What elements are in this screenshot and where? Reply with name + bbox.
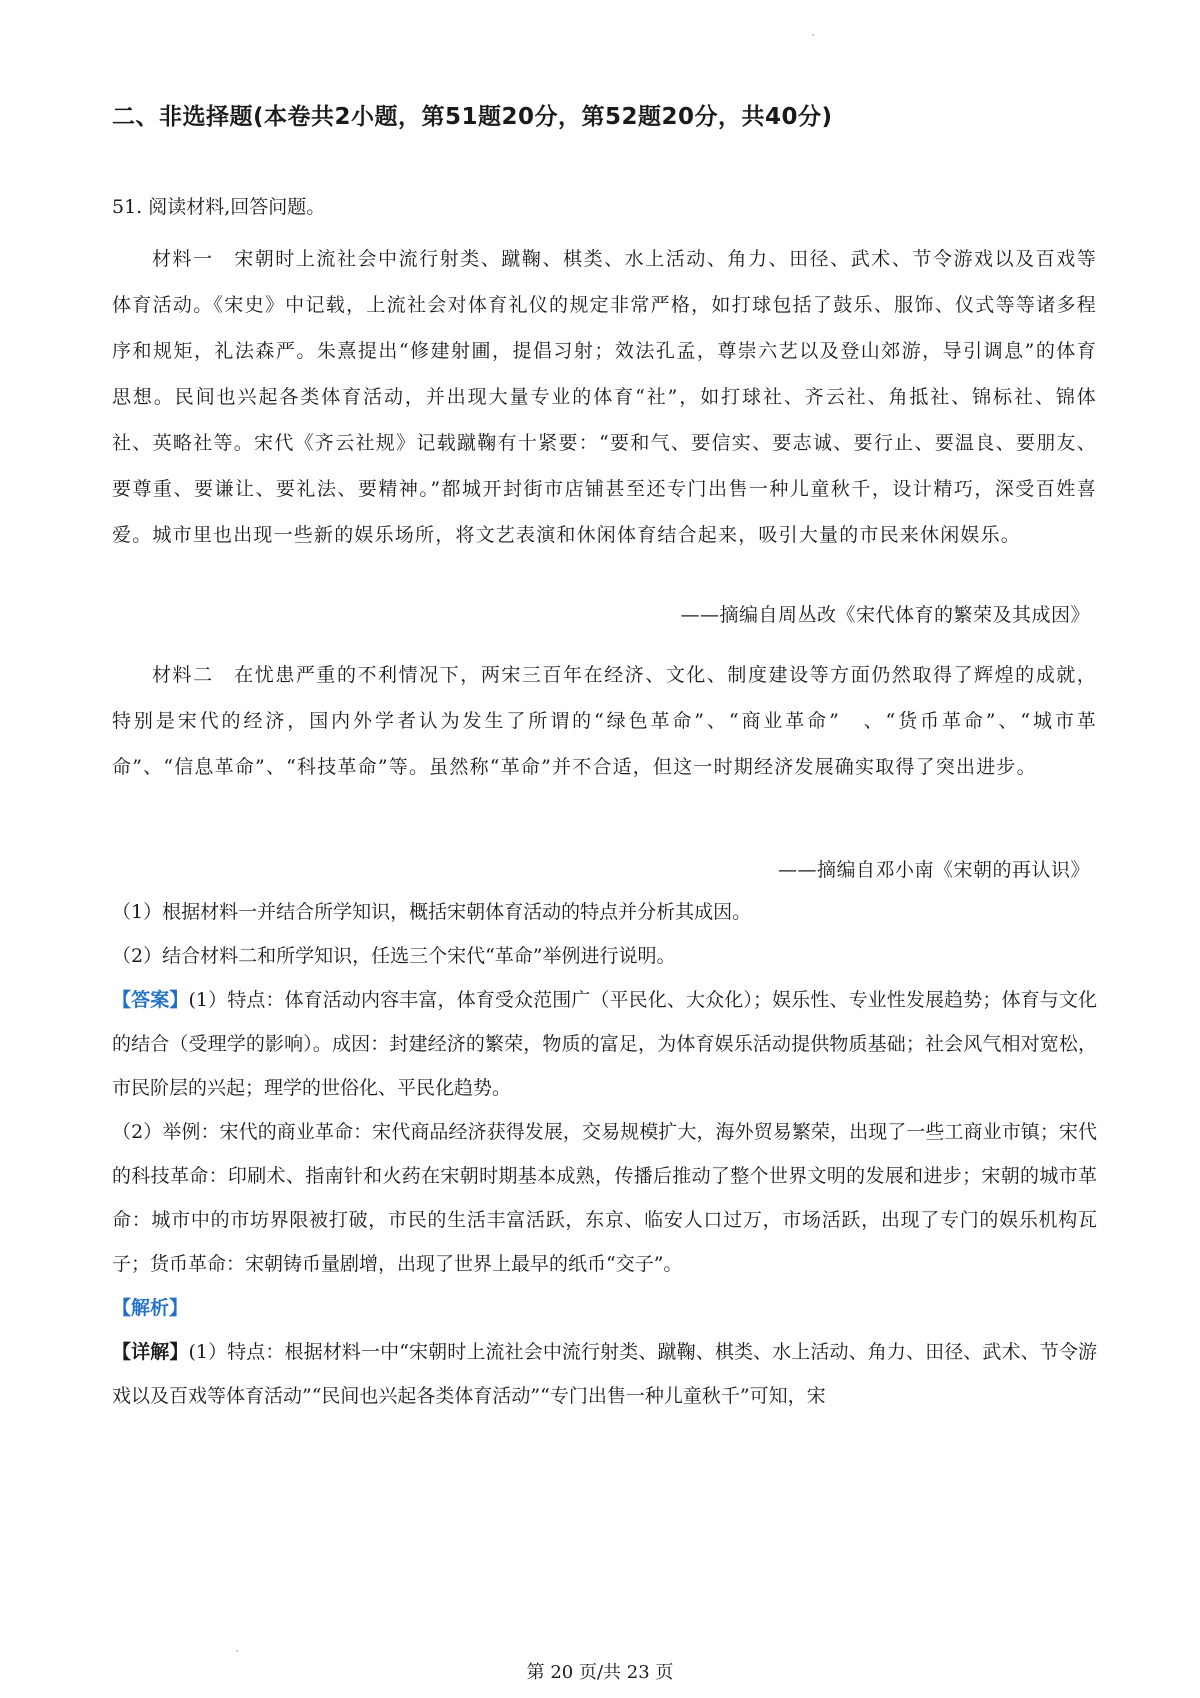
section-title: 二、非选择题(本卷共2小题，第51题20分，第52题20分，共40分) <box>112 104 833 130</box>
material-two: 材料二 在忧患严重的不利情况下，两宋三百年在经济、文化、制度建设等方面仍然取得了辉煌的成就，特别是宋代的经济，国内外学者认为发生了所谓的“绿色革命”、“商业革命” 、“货币革命”、“城市革命”、“信息革命”、“科技革命”等。虽然称“革命”并不合适，但这一时期经济发展确实取得了突出进步。 <box>112 664 1097 778</box>
analysis-section <box>112 1286 1097 1330</box>
page-number: 第 20 页/共 23 页 <box>526 1662 674 1683</box>
material-one: 材料一 宋朝时上流社会中流行射类、蹴鞠、棋类、水上活动、角力、田径、武术、节令游戏以及百戏等体育活动。《宋史》中记载，上流社会对体育礼仪的规定非常严格，如打球包括了鼓乐、服饰、仪式等等诸多程序和规矩，礼法森严。朱熹提出“修建射圃，提倡习射；效法孔孟，尊崇六艺以及登山郊游，导引调息”的体育思想。民间也兴起各类体育活动，并出现大量专业的体育“社”，如打球社、齐云社、角抵社、锦标社、锦体社、英略社等。宋代《齐云社规》记载蹴鞠有十紧要：“要和气、要信实、要志诚、要行止、要温良、要朋友、要尊重、要谦让、要礼法、要精神。”都城开封街市店铺甚至还专门出售一种儿童秋千，设计精巧，深受百姓喜爱。城市里也出现一些新的娱乐场所，将文艺表演和休闲体育结合起来，吸引大量的市民来休闲娱乐。 <box>112 248 1097 546</box>
scan-speck <box>812 34 814 36</box>
answer-part-2: （2）举例：宋代的商业革命：宋代商品经济获得发展，交易规模扩大，海外贸易繁荣，出现了一些工商业市镇；宋代的科技革命：印刷术、指南针和火药在宋朝时期基本成熟，传播后推动了整个世界文明的发展和进步；宋朝的城市革命：城市中的市坊界限被打破，市民的生活丰富活跃，东京、临安人口过万，市场活跃，出现了专门的娱乐机构瓦子；货币革命：宋朝铸币量剧增，出现了世界上最早的纸币“交子”。 <box>112 1121 1097 1275</box>
answer-part-1-text: (1）特点：体育活动内容丰富，体育受众范围广（平民化、大众化）；娱乐性、专业性发展趋势；体育与文化的结合（受理学的影响）。成因：封建经济的繁荣，物质的富足，为体育娱乐活动提供物质基础；社会风气相对宽松，市民阶层的兴起；理学的世俗化、平民化趋势。 <box>112 989 1097 1099</box>
sub-question-2: （2）结合材料二和所学知识，任选三个宋代“革命”举例进行说明。 <box>112 945 676 967</box>
material-two-source: ——摘编自邓小南《宋朝的再认识》 <box>777 859 1090 881</box>
material-one-source: ——摘编自周丛改《宋代体育的繁荣及其成因》 <box>680 604 1090 626</box>
detail-label: 【详解】 <box>112 1341 189 1363</box>
sub-question-1: （1）根据材料一并结合所学知识，概括宋朝体育活动的特点并分析其成因。 <box>112 901 752 923</box>
analysis-label: 【解析】 <box>112 1297 189 1319</box>
answer-part-1 <box>112 978 1097 1110</box>
detail-text: (1）特点：根据材料一中“宋朝时上流社会中流行射类、蹴鞠、棋类、水上活动、角力、田径、武术、节令游戏以及百戏等体育活动”“民间也兴起各类体育活动”“专门出售一种儿童秋千”可知，宋 <box>112 1341 1097 1407</box>
answer-label: 【答案】 <box>112 989 189 1011</box>
detail-section <box>112 1330 1097 1418</box>
scan-speck <box>236 1650 238 1652</box>
question-title: 51. 阅读材料,回答问题。 <box>112 196 326 218</box>
